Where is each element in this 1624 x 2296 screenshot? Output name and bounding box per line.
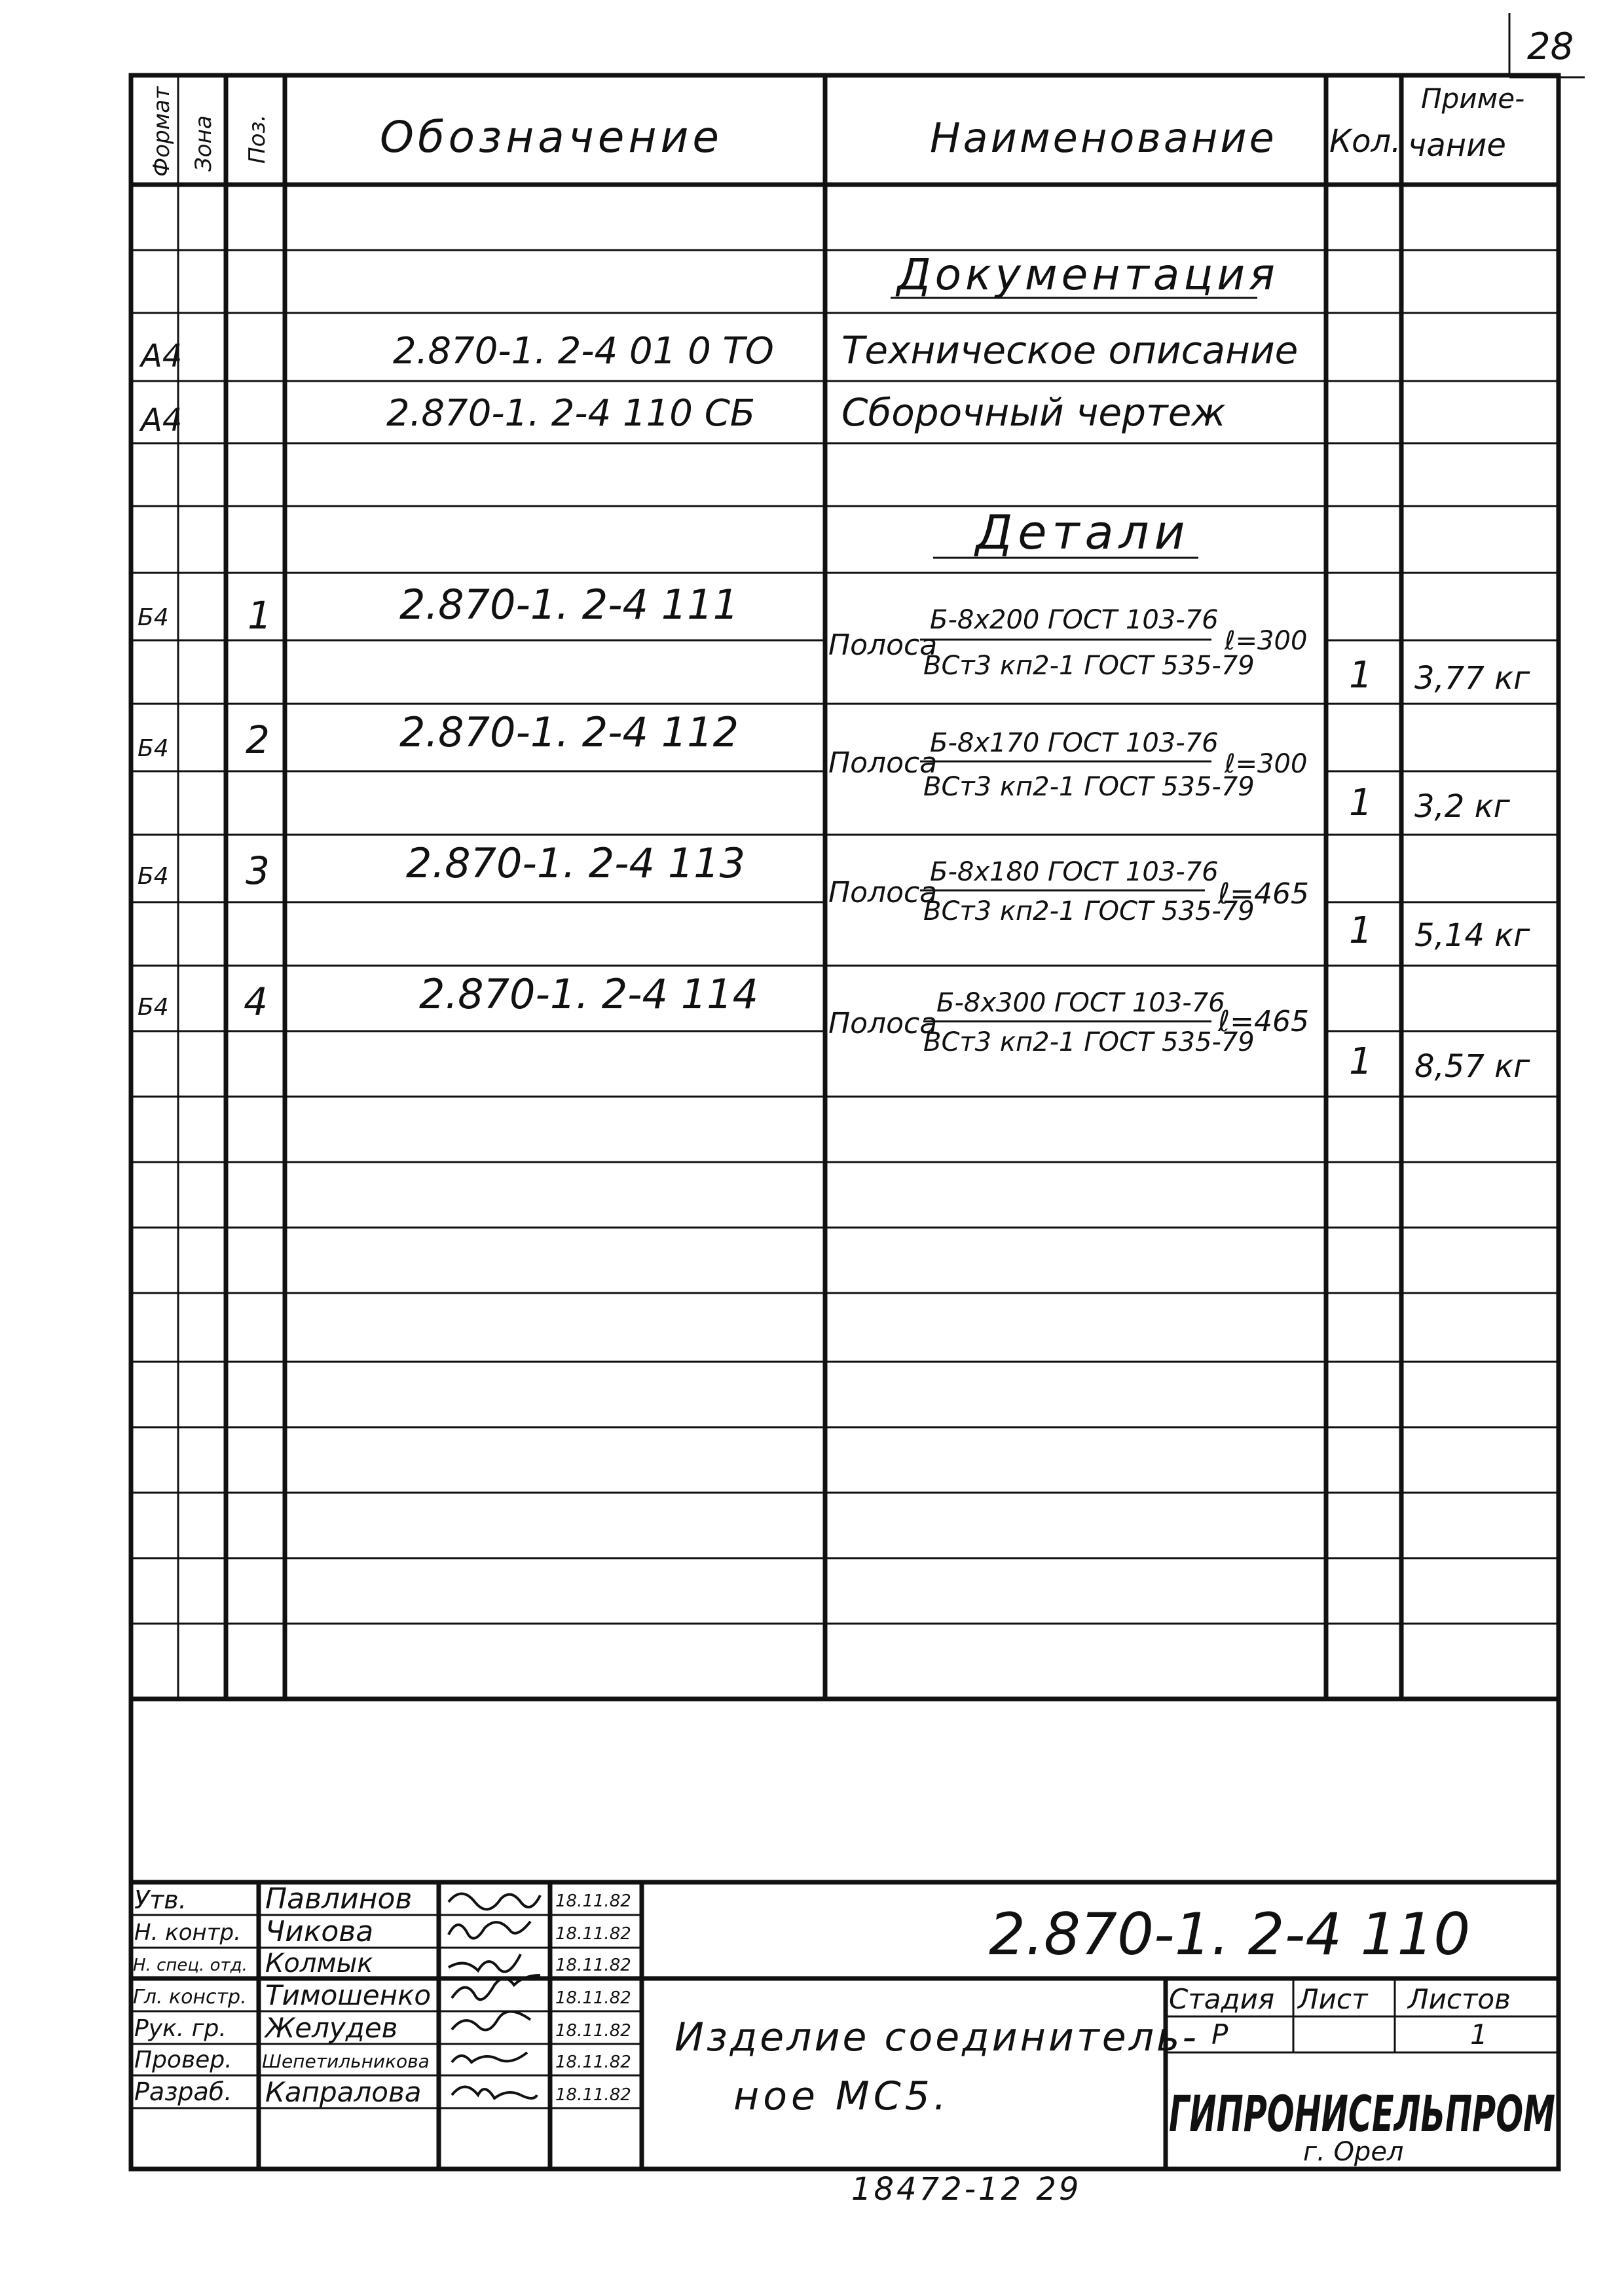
- doc-row-2-name: Сборочный чертеж: [841, 390, 1226, 435]
- sig-date-5: 18.11.82: [555, 2021, 631, 2041]
- sig-role-3: Н. спец. отд.: [133, 1956, 248, 1975]
- header-format: Формат: [149, 86, 175, 177]
- part-row-3-qty: 1: [1349, 909, 1373, 952]
- sig-role-2: Н. контр.: [134, 1920, 241, 1946]
- doc-row-1-name: Техническое описание: [841, 328, 1299, 373]
- sig-role-4: Гл. констр.: [133, 1986, 247, 2009]
- page-number: 28: [1527, 26, 1574, 68]
- title-line-2: ное МС5.: [733, 2073, 950, 2119]
- part-row-3-length: ℓ=465: [1218, 877, 1310, 911]
- part-row-1-name-top: Б-8х200 ГОСТ 103-76: [930, 605, 1219, 635]
- part-row-1-qty: 1: [1349, 654, 1373, 697]
- part-row-4-format: Б4: [138, 994, 169, 1021]
- part-row-4-name-top: Б-8х300 ГОСТ 103-76: [936, 988, 1225, 1018]
- part-row-2-designation: 2.870-1. 2-4 112: [399, 708, 739, 756]
- part-row-4-prefix: Полоса: [828, 1007, 938, 1040]
- stage-value: Р: [1211, 2018, 1228, 2050]
- part-row-3-designation: 2.870-1. 2-4 113: [406, 839, 746, 887]
- sig-role-1: Утв.: [134, 1886, 187, 1914]
- part-row-1-pos: 1: [248, 593, 272, 638]
- sig-role-7: Разраб.: [134, 2077, 232, 2106]
- part-row-2-pos: 2: [246, 718, 270, 762]
- part-row-1-prefix: Полоса: [828, 629, 938, 662]
- title-code: 2.870-1. 2-4 110: [989, 1901, 1471, 1968]
- part-row-4-pos: 4: [244, 979, 268, 1024]
- doc-row-2-format: А4: [141, 402, 183, 439]
- part-row-1-length: ℓ=300: [1225, 626, 1308, 656]
- row-lines: [131, 250, 1559, 1699]
- section-documentation: Документация: [897, 249, 1279, 300]
- organization-city: г. Орел: [1303, 2137, 1404, 2167]
- sig-name-6: Шепетильникова: [262, 2050, 430, 2072]
- header-note-line2: чание: [1408, 127, 1506, 164]
- sig-name-4: Тимошенко: [265, 1979, 432, 2011]
- part-row-3-name-top: Б-8х180 ГОСТ 103-76: [930, 857, 1219, 887]
- part-row-4-note: 8,57 кг: [1414, 1048, 1530, 1085]
- part-row-4-qty: 1: [1349, 1040, 1373, 1083]
- sig-date-4: 18.11.82: [555, 1988, 631, 2008]
- header-name: Наименование: [930, 114, 1277, 162]
- part-row-1-designation: 2.870-1. 2-4 111: [399, 581, 739, 629]
- sig-date-7: 18.11.82: [555, 2085, 631, 2105]
- sheets-label: Листов: [1408, 1983, 1511, 2015]
- sig-date-3: 18.11.82: [555, 1956, 631, 1975]
- doc-row-1-format: А4: [141, 338, 183, 374]
- part-row-2-format: Б4: [138, 735, 169, 762]
- sig-name-7: Капралова: [265, 2076, 422, 2108]
- header-designation: Обозначение: [380, 112, 723, 162]
- section-parts: Детали: [976, 505, 1190, 560]
- doc-row-2-designation: 2.870-1. 2-4 110 СБ: [386, 392, 756, 435]
- stage-label: Стадия: [1169, 1983, 1275, 2015]
- header-note-line1: Приме-: [1421, 82, 1525, 115]
- footer-code: 18472-12 29: [851, 2171, 1082, 2208]
- part-row-2-note: 3,2 кг: [1414, 788, 1510, 825]
- sig-role-5: Рук. гр.: [134, 2015, 227, 2042]
- sig-date-1: 18.11.82: [555, 1891, 631, 1911]
- part-row-2-length: ℓ=300: [1225, 749, 1308, 779]
- organization-logo: ГИПРОНИСЕЛЬПРОМ: [1169, 2085, 1555, 2143]
- header-qty: Кол.: [1329, 123, 1401, 160]
- part-row-3-pos: 3: [246, 848, 270, 893]
- part-row-1-note: 3,77 кг: [1414, 660, 1530, 697]
- part-row-1-format: Б4: [138, 604, 169, 631]
- sig-name-5: Желудев: [265, 2012, 398, 2044]
- sheets-value: 1: [1470, 2018, 1488, 2050]
- sig-date-2: 18.11.82: [555, 1924, 631, 1944]
- part-row-4-name-bottom: ВСт3 кп2-1 ГОСТ 535-79: [923, 1027, 1255, 1057]
- sig-role-6: Провер.: [134, 2047, 232, 2073]
- sig-date-6: 18.11.82: [555, 2052, 631, 2072]
- sig-name-3: Колмык: [265, 1948, 373, 1978]
- outer-frame: [131, 75, 1559, 2169]
- part-row-4-designation: 2.870-1. 2-4 114: [419, 970, 759, 1018]
- header-pos: Поз.: [244, 114, 270, 164]
- part-row-3-note: 5,14 кг: [1414, 917, 1530, 954]
- part-row-1-name-bottom: ВСт3 кп2-1 ГОСТ 535-79: [923, 651, 1255, 681]
- part-row-2-prefix: Полоса: [828, 746, 938, 780]
- sig-name-1: Павлинов: [265, 1882, 413, 1916]
- part-row-2-name-bottom: ВСт3 кп2-1 ГОСТ 535-79: [923, 772, 1255, 802]
- part-row-3-prefix: Полоса: [828, 876, 938, 909]
- sheet-label: Лист: [1298, 1983, 1368, 2015]
- doc-row-1-designation: 2.870-1. 2-4 01 0 ТО: [393, 330, 774, 373]
- part-row-3-name-bottom: ВСт3 кп2-1 ГОСТ 535-79: [923, 896, 1255, 926]
- part-row-2-qty: 1: [1349, 782, 1373, 824]
- part-row-4-length: ℓ=465: [1218, 1005, 1310, 1038]
- title-line-1: Изделие соединитель-: [674, 2014, 1200, 2060]
- sig-name-2: Чикова: [265, 1915, 374, 1948]
- part-row-3-format: Б4: [138, 863, 169, 890]
- part-row-2-name-top: Б-8х170 ГОСТ 103-76: [930, 728, 1219, 758]
- header-zone: Зона: [191, 115, 217, 172]
- signature-scribbles: [449, 1894, 540, 2099]
